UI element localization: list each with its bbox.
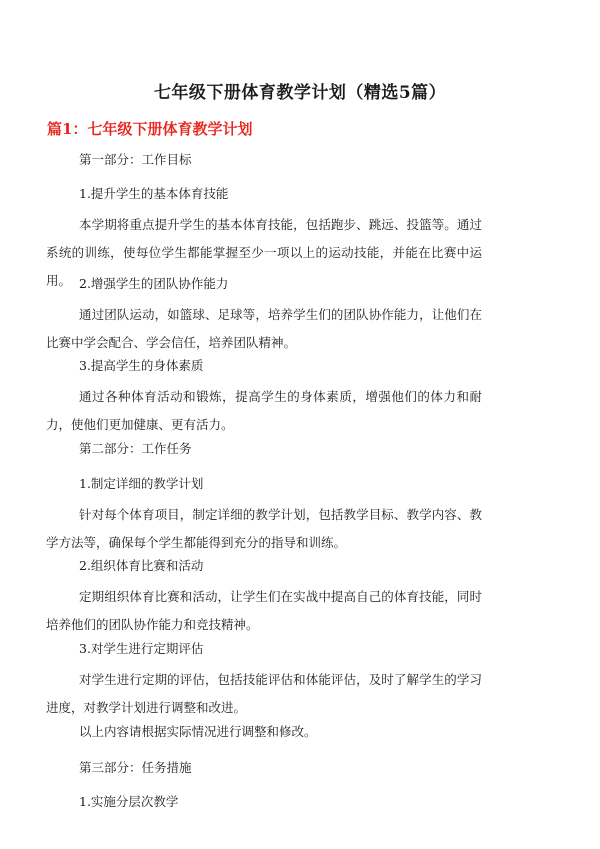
item-heading: 2.增强学生的团队协作能力 [79,276,229,291]
item-heading: 1.提升学生的基本体育技能 [79,186,229,201]
item-heading: 2.组织体育比赛和活动 [79,558,204,573]
part-heading: 第三部分：任务措施 [79,760,192,775]
item-heading: 1.实施分层次教学 [79,794,179,809]
part-heading: 第二部分：工作任务 [79,441,192,456]
section-title: 篇1：七年级下册体育教学计划 [47,120,253,138]
paragraph: 定期组织体育比赛和活动，让学生们在实战中提高自己的体育技能，同时培养他们的团队协作能力和竞技精神。 [46,589,482,632]
paragraph: 本学期将重点提升学生的基本体育技能，包括跑步、跳远、投篮等。通过系统的训练，使每位学生都能掌握至少一项以上的运动技能，并能在比赛中运用。 [46,217,482,288]
paragraph: 针对每个体育项目，制定详细的教学计划，包括教学目标、教学内容、教学方法等，确保每个学生都能得到充分的指导和训练。 [46,507,482,550]
paragraph: 通过各种体育活动和锻炼，提高学生的身体素质，增强他们的体力和耐力，使他们更加健康、更有活力。 [46,389,482,432]
paragraph: 对学生进行定期的评估，包括技能评估和体能评估，及时了解学生的学习进度，对教学计划进行调整和改进。 [46,672,482,715]
item-heading: 3.提高学生的身体素质 [79,358,204,373]
part-heading: 第一部分：工作目标 [79,152,192,167]
item-heading: 3.对学生进行定期评估 [79,641,204,656]
note-line: 以上内容请根据实际情况进行调整和修改。 [79,724,317,739]
item-heading: 1.制定详细的教学计划 [79,476,204,491]
document-title: 七年级下册体育教学计划（精选5篇） [153,83,447,103]
paragraph: 通过团队运动，如篮球、足球等，培养学生们的团队协作能力，让他们在比赛中学会配合、学会信任，培养团队精神。 [46,307,482,350]
